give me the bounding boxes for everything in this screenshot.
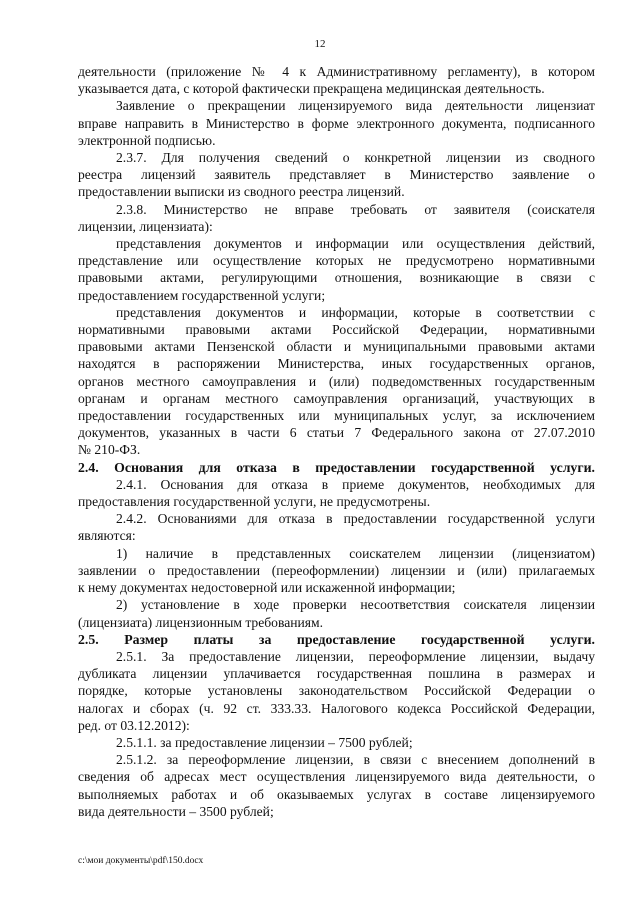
text-line: органов местного самоуправления и (или) подведомственных государственным bbox=[78, 373, 595, 389]
paragraph bbox=[78, 304, 595, 459]
text-line: предоставлении выписки из сводного реестра лицензий. bbox=[78, 184, 405, 200]
paragraph bbox=[78, 510, 595, 544]
paragraph bbox=[78, 476, 595, 510]
text-line: нормативными правовыми актами Российской Федерации, нормативными bbox=[78, 322, 595, 338]
text-line: предоставлением государственной услуги; bbox=[78, 287, 326, 303]
text-line: правовыми актами, регулирующими отношения, возникающие в связи с bbox=[78, 270, 595, 286]
text-line: 2.5.1.1. за предоставление лицензии – 7500 рублей; bbox=[116, 734, 413, 750]
text-line: представления документов и информации, которые в соответствии с bbox=[116, 304, 595, 320]
text-line: заявлении о предоставлении (переоформлении) лицензии и (или) прилагаемых bbox=[78, 562, 595, 578]
text-line: налогах и сборах (ч. 92 ст. 333.33. Налогового кодекса Российской Федерации, bbox=[78, 700, 595, 716]
text-line: реестра лицензий заявитель представляет в Министерство заявление о bbox=[78, 167, 595, 183]
text-line: ред. от 03.12.2012): bbox=[78, 717, 190, 733]
text-line: 2.4.2. Основаниями для отказа в предоставлении государственной услуги bbox=[116, 511, 595, 527]
document-body bbox=[78, 63, 595, 820]
text-line: находятся в распоряжении Министерства, иных государственных органов, bbox=[78, 356, 595, 372]
text-line: 2.4.1. Основания для отказа в приеме документов, необходимых для bbox=[116, 476, 595, 492]
text-line: электронной подписью. bbox=[78, 132, 216, 148]
paragraph bbox=[78, 596, 595, 630]
page-number: 12 bbox=[314, 38, 326, 50]
paragraph bbox=[78, 63, 595, 97]
text-line: деятельности (приложение № 4 к Административному регламенту), в котором bbox=[78, 64, 595, 79]
text-line: выполняемых работах и об оказываемых услугах в составе лицензируемого bbox=[78, 786, 595, 802]
text-line: сведения об адресах мест осуществления лицензируемого вида деятельности, о bbox=[78, 769, 595, 785]
paragraph bbox=[78, 545, 595, 597]
text-line: указывается дата, с которой фактически прекращена медицинская деятельность. bbox=[78, 81, 545, 97]
text-line: (лицензиата) лицензионным требованиям. bbox=[78, 614, 324, 630]
section-heading: 2.5. Размер платы за предоставление государственной услуги. bbox=[78, 631, 595, 647]
text-line: предоставления государственной услуги, не предусмотрены. bbox=[78, 494, 431, 510]
text-line: органам и органам местного самоуправления организаций, участвующих в bbox=[78, 390, 595, 406]
text-line: представления документов и информации или осуществления действий, bbox=[116, 236, 595, 252]
text-line: лицензии, лицензиата): bbox=[78, 218, 213, 234]
text-line: вида деятельности – 3500 рублей; bbox=[78, 803, 274, 819]
paragraph bbox=[78, 149, 595, 201]
text-line: дубликата лицензии уплачивается государственная пошлина в размерах и bbox=[78, 666, 595, 682]
text-line: являются: bbox=[78, 528, 136, 544]
section-heading: 2.4. Основания для отказа в предоставлении государственной услуги. bbox=[78, 459, 595, 475]
text-line: 2) установление в ходе проверки несоответствия соискателя лицензии bbox=[116, 597, 595, 613]
text-line: правовыми актами Пензенской области и муниципальными правовыми актами bbox=[78, 339, 595, 355]
text-line: 2.3.7. Для получения сведений о конкретной лицензии из сводного bbox=[116, 150, 595, 166]
text-line: вправе направить в Министерство в форме электронного документа, подписанного bbox=[78, 115, 595, 131]
text-line: представление или осуществление которых не предусмотрено нормативными bbox=[78, 253, 595, 269]
text-line: к нему документах недостоверной или искаженной информации; bbox=[78, 580, 456, 596]
text-line: Заявление о прекращении лицензируемого вида деятельности лицензиат bbox=[116, 98, 595, 114]
text-line: 2.3.8. Министерство не вправе требовать от заявителя (соискателя bbox=[116, 201, 595, 217]
paragraph bbox=[78, 235, 595, 304]
text-line: № 210-ФЗ. bbox=[78, 442, 141, 458]
text-line: 2.5.1.2. за переоформление лицензии, в связи с внесением дополнений в bbox=[116, 752, 595, 768]
text-line: документов, указанных в части 6 статьи 7 Федерального закона от 27.07.2010 bbox=[78, 425, 595, 441]
text-line: 2.5.1. За предоставление лицензии, переоформление лицензии, выдачу bbox=[116, 648, 595, 664]
text-line: предоставлении государственных или муниципальных услуг, за исключением bbox=[78, 408, 595, 424]
paragraph bbox=[78, 734, 595, 751]
paragraph bbox=[78, 201, 595, 235]
paragraph bbox=[78, 751, 595, 820]
text-line: 1) наличие в представленных соискателем лицензии (лицензиатом) bbox=[116, 545, 595, 561]
text-line: порядке, которые установлены законодательством Российской Федерации о bbox=[78, 683, 595, 699]
paragraph bbox=[78, 97, 595, 149]
paragraph bbox=[78, 648, 595, 734]
file-path-footer: c:\мои документы\pdf\150.docx bbox=[78, 856, 204, 866]
